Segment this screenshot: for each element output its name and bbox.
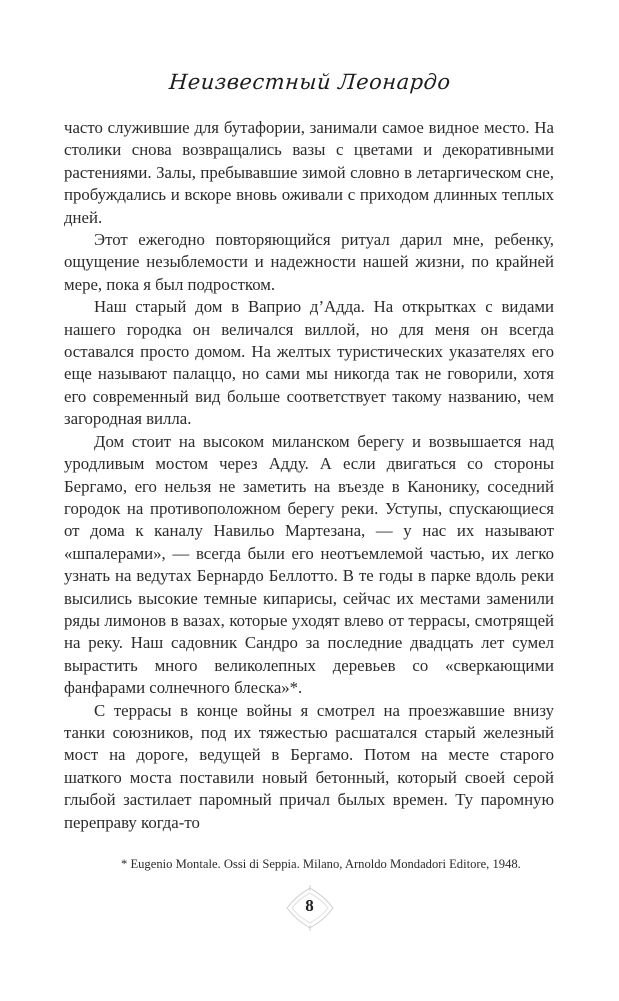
running-head-script: Неизвестный Леонардо xyxy=(168,70,452,94)
paragraph: С террасы в конце войны я смотрел на проезжавшие внизу танки союзников, под их тяжестью расшатался старый железный мост на дороге, ведущей в Бергамо. Потом на месте старого шаткого моста поставили новый бетонный, который своей серой глыбой застилает паромный причал былых времен. Ту паромную переправу когда-то xyxy=(64,700,554,832)
page-number-block xyxy=(0,882,619,934)
paragraph: Наш старый дом в Ваприо д’Адда. На открытках с видами нашего городка он величался виллой, но для меня он всегда оставался просто домом. На желтых туристических указателях его еще называют палаццо, но сами мы никогда так не говорили, хотя его современный вид больше соответствует такому названию, чем загородная вилла. xyxy=(64,297,554,429)
body-text xyxy=(64,117,554,834)
paragraph: Этот ежегодно повторяющийся ритуал дарил мне, ребенку, ощущение незыблемости и надежности нашей жизни, по крайней мере, пока я был подростком. xyxy=(64,230,554,294)
footnote: * Eugenio Montale. Ossi di Seppia. Milano, Arnoldo Mondadori Editore, 1948. xyxy=(121,857,521,871)
paragraph: Дом стоит на высоком миланском берегу и возвышается над уродливым мостом через Адду. А если двигаться со стороны Бергамо, его нельзя не заметить на въезде в Канонику, соседний городок на противоположном берегу реки. Уступы, спускающиеся от дома к каналу Навильо Мартезана, — у нас их называют «шпалерами», — всегда были его неотъемлемой частью, их легко узнать на ведутах Бернардо Беллотто. В те годы в парке вдоль реки высились высокие темные кипарисы, сейчас их местами заменили ряды лимонов в вазах, которые уходят влево от террасы, смотрящей на реку. Наш садовник Сандро за последние двадцать лет сумел вырастить много великолепных деревьев со «сверкающими фанфарами солнечного блеска»*. xyxy=(64,431,554,698)
page-number: 8 xyxy=(305,896,314,915)
paragraph: часто служившие для бутафории, занимали самое видное место. На столики снова возвращались вазы с цветами и декоративными растениями. Залы, пребывавшие зимой словно в летаргическом сне, пробуждались и вскоре вновь оживали с приходом длинных теплых дней. xyxy=(64,118,554,227)
